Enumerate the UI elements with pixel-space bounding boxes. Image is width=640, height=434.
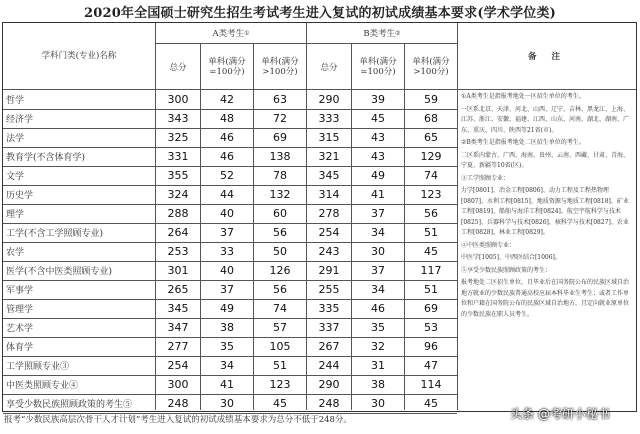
a-score-cell: 248 <box>167 397 189 410</box>
a-score-cell: 300 <box>167 93 189 106</box>
row-label: 中医类照顾专业④ <box>6 381 79 391</box>
b-score-cell: 47 <box>424 359 438 372</box>
b-score-cell: 96 <box>424 340 438 353</box>
a-score-cell: 347 <box>167 321 189 334</box>
remark-paragraph: ①A类考生是指报考地处一区招生单位的考生。 <box>461 93 585 100</box>
page-title: 2020年全国硕士研究生招生考试考生进入复试的初试成绩基本要求(学术学位类) <box>83 6 557 21</box>
b-score-cell: 337 <box>318 321 340 334</box>
b-score-cell: 31 <box>371 359 385 372</box>
a-score-cell: 35 <box>220 340 234 353</box>
a-score-cell: 325 <box>167 131 189 144</box>
a-score-cell: 345 <box>167 302 189 315</box>
a-score-cell: 50 <box>273 245 287 258</box>
a-score-cell: 51 <box>273 359 287 372</box>
zone-b-header <box>307 23 457 43</box>
b-score-cell: 278 <box>318 207 340 220</box>
row-label: 哲学 <box>6 96 25 106</box>
a-score-cell: 324 <box>167 188 189 201</box>
b-score-cell: 51 <box>424 226 438 239</box>
a-score-cell: 343 <box>167 112 189 125</box>
a-score-cell: 72 <box>273 112 287 125</box>
b-sub1-header: 单科(满分=100分) <box>359 56 397 77</box>
a-score-cell: 37 <box>220 226 234 239</box>
b-score-cell: 46 <box>371 302 385 315</box>
row-label: 经济学 <box>6 115 34 125</box>
remark-paragraph: ②B类考生是指报考地处二区招生单位的考生。 <box>461 139 585 146</box>
a-score-cell: 288 <box>167 207 189 220</box>
b-score-cell: 32 <box>371 340 385 353</box>
divider <box>306 23 307 410</box>
a-score-cell: 123 <box>269 378 291 391</box>
remark-paragraph: 力学[0801]、冶金工程[0806]、动力工程及工程热物理[0807]、水利工程[0815]、地质资源与地质工程[0818]、矿业工程[0819]、船舶与海洋工程[0824]、航空宇航科学与技术[0825]、兵器科学与技术[0826]、核科学与技术[0827]、农业工程[0828]、林业工程[0829]。 <box>461 187 629 236</box>
a-score-cell: 46 <box>220 150 234 163</box>
b-score-cell: 30 <box>371 245 385 258</box>
a-score-cell: 42 <box>220 93 234 106</box>
b-score-cell: 321 <box>318 150 340 163</box>
a-score-cell: 63 <box>273 93 287 106</box>
a-score-cell: 126 <box>269 264 291 277</box>
a-score-cell: 37 <box>220 283 234 296</box>
watermark: 头条 @考研小秘书 <box>510 407 610 421</box>
a-score-cell: 355 <box>167 169 189 182</box>
b-score-cell: 74 <box>424 169 438 182</box>
a-score-cell: 132 <box>269 188 291 201</box>
footnote: 报考“少数民族高层次骨干人才计划”考生进入复试的初试成绩基本要求为总分不低于248分。 <box>4 415 352 425</box>
a-score-cell: 34 <box>220 359 234 372</box>
b-score-cell: 34 <box>371 283 385 296</box>
a-score-cell: 48 <box>220 112 234 125</box>
b-score-cell: 255 <box>318 283 340 296</box>
b-score-cell: 129 <box>420 150 442 163</box>
row-label: 工学照顾专业③ <box>6 362 70 372</box>
b-score-cell: 267 <box>318 340 340 353</box>
b-score-cell: 69 <box>424 302 438 315</box>
a-score-cell: 277 <box>167 340 189 353</box>
row-label: 历史学 <box>6 191 34 201</box>
a-score-cell: 30 <box>220 397 234 410</box>
a-score-cell: 60 <box>273 207 287 220</box>
b-score-cell: 45 <box>424 397 438 410</box>
row-label: 法学 <box>6 134 25 144</box>
divider <box>200 43 201 410</box>
a-score-cell: 40 <box>220 207 234 220</box>
b-score-cell: 290 <box>318 378 340 391</box>
divider <box>457 23 458 410</box>
a-score-cell: 41 <box>220 378 234 391</box>
a-score-cell: 52 <box>220 169 234 182</box>
remark-paragraph: 二区系内蒙古、广西、海南、贵州、云南、西藏、甘肃、青海、宁夏、新疆等10省(区)。 <box>461 151 630 169</box>
remark-paragraph: 一区系北京、天津、河北、山西、辽宁、吉林、黑龙江、上海、江苏、浙江、安徽、福建、江西、山东、河南、湖北、湖南、广东、重庆、四川、陕西等21省(市)。 <box>461 105 630 134</box>
b-score-cell: 243 <box>318 245 340 258</box>
b-score-cell: 117 <box>420 264 442 277</box>
remark-paragraph: 报考地处二区招生单位，且毕业后在国务院公布的民族区域自治地方就业的少数民族普通高校应届本科毕业生考生；或者工作单位和户籍在国务院公布的民族区域自治地方，且定向就业原单位的少数民族在职人员考生。 <box>461 279 630 318</box>
b-score-cell: 43 <box>371 150 385 163</box>
a-score-cell: 45 <box>273 397 287 410</box>
b-score-cell: 45 <box>371 112 385 125</box>
a-score-cell: 40 <box>220 264 234 277</box>
b-score-cell: 291 <box>318 264 340 277</box>
a-total-header: 总分 <box>169 62 187 73</box>
b-total-header: 总分 <box>320 62 338 73</box>
divider <box>155 23 156 410</box>
a-score-cell: 331 <box>167 150 189 163</box>
row-label: 医学(不含中医类照顾专业) <box>6 267 113 277</box>
b-score-cell: 254 <box>318 226 340 239</box>
b-score-cell: 59 <box>424 93 438 106</box>
b-score-cell: 123 <box>420 188 442 201</box>
a-score-cell: 301 <box>167 264 189 277</box>
zone-a-label: A类考生 <box>212 29 245 39</box>
a-score-cell: 56 <box>273 283 287 296</box>
b-score-cell: 315 <box>318 131 340 144</box>
row-label: 教育学(不含体育学) <box>6 153 86 163</box>
row-label: 体育学 <box>6 343 34 353</box>
b-score-cell: 49 <box>371 169 385 182</box>
divider <box>404 43 405 410</box>
b-score-cell: 335 <box>318 302 340 315</box>
b-score-cell: 45 <box>424 245 438 258</box>
b-score-cell: 37 <box>371 207 385 220</box>
b-score-cell: 53 <box>424 321 438 334</box>
b-score-cell: 65 <box>424 131 438 144</box>
b-score-cell: 38 <box>371 378 385 391</box>
discipline-header: 学科门类(专业)名称 <box>41 51 117 61</box>
a-score-cell: 74 <box>273 302 287 315</box>
a-score-cell: 105 <box>269 340 291 353</box>
b-score-cell: 39 <box>371 93 385 106</box>
a-score-cell: 56 <box>273 226 287 239</box>
b-score-cell: 345 <box>318 169 340 182</box>
zone-a-sup: ① <box>244 29 250 37</box>
remarks-header: 备 注 <box>528 52 566 62</box>
b-score-cell: 56 <box>424 207 438 220</box>
a-score-cell: 33 <box>220 245 234 258</box>
row-label: 农学 <box>6 248 25 258</box>
b-score-cell: 30 <box>371 397 385 410</box>
row-label: 理学 <box>6 210 25 220</box>
row-label: 文学 <box>6 172 25 182</box>
zone-a-header <box>156 23 306 43</box>
remarks-column <box>458 90 636 406</box>
a-score-cell: 264 <box>167 226 189 239</box>
zone-b-sup: ② <box>395 29 401 37</box>
row-label: 工学(不含工学照顾专业) <box>6 229 104 239</box>
b-score-cell: 37 <box>371 264 385 277</box>
b-score-cell: 35 <box>371 321 385 334</box>
row-label: 享受少数民族照顾政策的考生⑤ <box>6 400 133 410</box>
b-score-cell: 43 <box>371 131 385 144</box>
remark-paragraph: ④中医类照顾专业： <box>461 241 516 249</box>
a-score-cell: 265 <box>167 283 189 296</box>
row-label: 军事学 <box>6 286 34 296</box>
b-score-cell: 51 <box>424 283 438 296</box>
b-score-cell: 248 <box>318 397 340 410</box>
divider <box>253 43 254 410</box>
divider <box>351 43 352 410</box>
a-score-cell: 138 <box>269 150 291 163</box>
b-score-cell: 244 <box>318 359 340 372</box>
remark-paragraph: ③工学照顾专业： <box>461 174 510 182</box>
zone-b-label: B类考生 <box>363 29 396 39</box>
remark-paragraph: 中医学[1005]、中西医结合[1006]。 <box>461 254 561 261</box>
b-score-cell: 314 <box>318 188 340 201</box>
b-score-cell: 290 <box>318 93 340 106</box>
remark-paragraph: ⑤享受少数民族照顾政策的考生： <box>461 266 552 274</box>
row-label: 管理学 <box>6 305 34 315</box>
a-score-cell: 78 <box>273 169 287 182</box>
a-sub2-header: 单科(满分>100分) <box>261 56 299 77</box>
b-sub2-header: 单科(满分>100分) <box>412 56 450 77</box>
a-score-cell: 57 <box>273 321 287 334</box>
b-score-cell: 34 <box>371 226 385 239</box>
a-score-cell: 49 <box>220 302 234 315</box>
a-sub1-header: 单科(满分=100分) <box>208 56 246 77</box>
a-score-cell: 254 <box>167 359 189 372</box>
b-score-cell: 41 <box>371 188 385 201</box>
a-score-cell: 46 <box>220 131 234 144</box>
b-score-cell: 333 <box>318 112 340 125</box>
divider <box>3 89 636 90</box>
a-score-cell: 253 <box>167 245 189 258</box>
b-score-cell: 114 <box>420 378 442 391</box>
a-score-cell: 44 <box>220 188 234 201</box>
b-score-cell: 68 <box>424 112 438 125</box>
a-score-cell: 69 <box>273 131 287 144</box>
row-label: 艺术学 <box>6 324 34 334</box>
a-score-cell: 38 <box>220 321 234 334</box>
a-score-cell: 300 <box>167 378 189 391</box>
